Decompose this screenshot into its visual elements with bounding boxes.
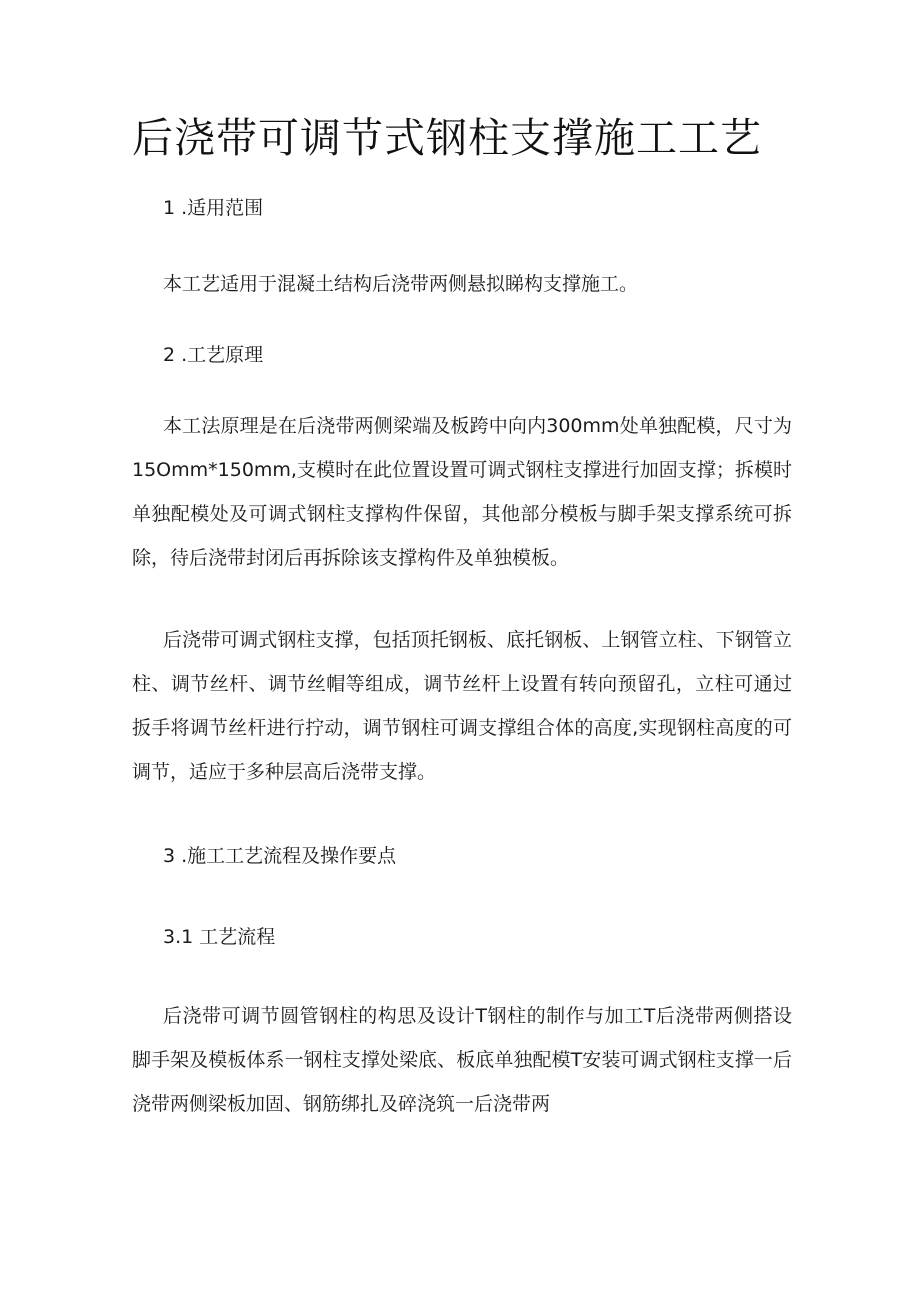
section-heading-2: 2 .工艺原理	[163, 344, 264, 366]
section-heading-3-1: 3.1 工艺流程	[163, 926, 276, 948]
paragraph-scope: 本工艺适用于混凝土结构后浇带两侧悬拟睇构支撑施工。	[163, 273, 639, 295]
paragraph-principle: 本工法原理是在后浇带两侧梁端及板跨中向内300mm处单独配模，尺寸为15Omm*150mm,支模时在此位置设置可调式钢柱支撑进行加固支撑；拆模时单独配模处及可调式钢柱支撑构件保留，其他部分模板与脚手架支撑系统可拆除，待后浇带封闭后再拆除该支撑构件及单独模板。	[132, 415, 792, 569]
paragraph-process-flow: 后浇带可调节圆管钢柱的构思及设计T钢柱的制作与加工T后浇带两侧搭设脚手架及模板体系一钢柱支撑处梁底、板底单独配模T安装可调式钢柱支撑一后浇带两侧梁板加固、钢筋绑扎及碎浇筑一后浇带两	[132, 1005, 792, 1115]
document-title: 后浇带可调节式钢柱支撑施工工艺	[132, 114, 762, 162]
section-heading-1: 1 .适用范围	[163, 197, 264, 219]
section-heading-3: 3 .施工工艺流程及操作要点	[163, 845, 397, 867]
paragraph-support-structure: 后浇带可调式钢柱支撑，包括顶托钢板、底托钢板、上钢管立柱、下钢管立柱、调节丝杆、调节丝帽等组成，调节丝杆上设置有转向预留孔，立柱可通过扳手将调节丝杆进行拧动，调节钢柱可调支撑组合体的高度,实现钢柱高度的可调节，适应于多种层高后浇带支撑。	[132, 629, 792, 783]
